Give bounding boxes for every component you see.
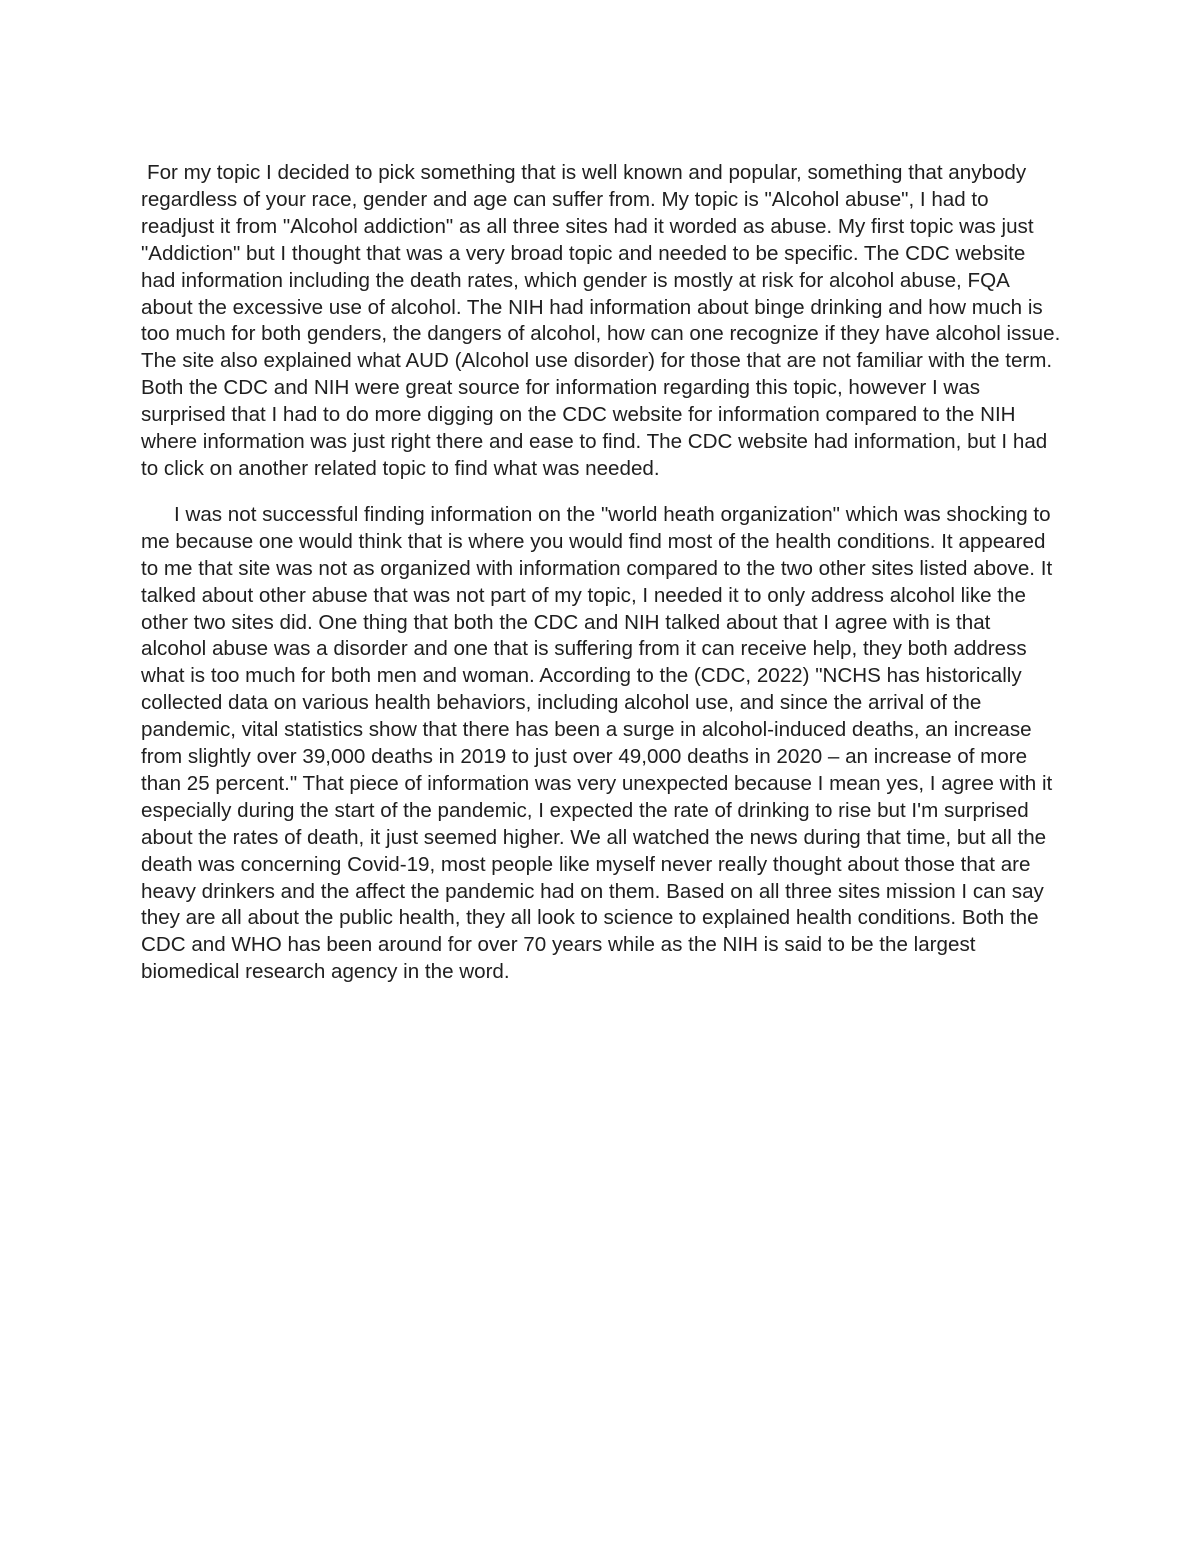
paragraph-2: I was not successful finding information on the "world heath organization" which was shocking to me because one would think that is where you would find most of the health conditions. It appeared to me that site was not as organized with information compared to the two other sites listed above. It talked about other abuse that was not part of my topic, I needed it to only address alcohol like the other two sites did. One thing that both the CDC and NIH talked about that I agree with is that alcohol abuse was a disorder and one that is suffering from it can receive help, they both address what is too much for both men and woman. According to the (CDC, 2022) "NCHS has historically collected data on various health behaviors, including alcohol use, and since the arrival of the pandemic, vital statistics show that there has been a surge in alcohol-induced deaths, an increase from slightly over 39,000 deaths in 2019 to just over 49,000 deaths in 2020 – an increase of more than 25 percent." That piece of information was very unexpected because I mean yes, I agree with it especially during the start of the pandemic, I expected the rate of drinking to rise but I'm surprised about the rates of death, it just seemed higher. We all watched the news during that time, but all the death was concerning Covid-19, most people like myself never really thought about those that are heavy drinkers and the affect the pandemic had on them. Based on all three sites mission I can say they are all about the public health, they all look to science to explained health conditions. Both the CDC and WHO has been around for over 70 years while as the NIH is said to be the largest biomedical research agency in the word. [141,502,1053,984]
paragraph-1: For my topic I decided to pick something that is well known and popular, something that anybody regardless of your race, gender and age can suffer from. My topic is "Alcohol abuse", I had to readjust it from "Alcohol addiction" as all three sites had it worded as abuse. My first topic was just "Addiction" but I thought that was a very broad topic and needed to be specific. The CDC website had information including the death rates, which gender is mostly at risk for alcohol abuse, FQA about the excessive use of alcohol. The NIH had information about binge drinking and how much is too much for both genders, the dangers of alcohol, how can one recognize if they have alcohol issue. The site also explained what AUD (Alcohol use disorder) for those that are not familiar with the term. Both the CDC and NIH were great source for information regarding this topic, however I was surprised that I had to do more digging on the CDC website for information compared to the NIH where information was just right there and ease to find. The CDC website had information, but I had to click on another related topic to find what was needed. [141,161,1061,480]
document-body [141,160,1061,986]
